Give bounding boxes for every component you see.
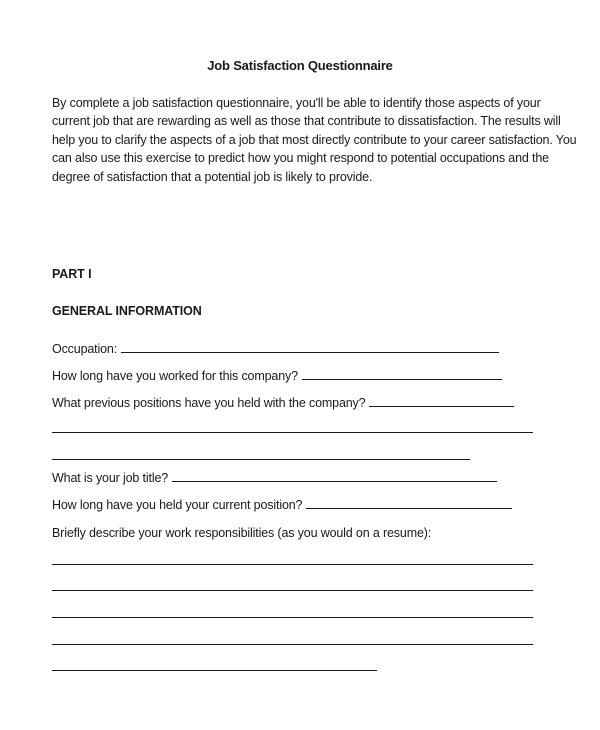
responsibilities-line-3[interactable]: [52, 617, 533, 618]
position-tenure-row: [52, 498, 512, 512]
responsibilities-line-1[interactable]: [52, 564, 533, 565]
previous-positions-row: [52, 396, 514, 410]
section-heading: GENERAL INFORMATION: [52, 304, 202, 318]
intro-line-5: degree of satisfaction that a potential job is likely to provide.: [52, 169, 373, 184]
previous-positions-line-1[interactable]: [52, 432, 533, 433]
previous-positions-label: What previous positions have you held with the company?: [52, 396, 366, 410]
job-title-row: [52, 471, 497, 485]
responsibilities-row: [52, 526, 431, 540]
company-tenure-row: [52, 369, 502, 383]
occupation-label: Occupation:: [52, 342, 118, 356]
previous-positions-line-2[interactable]: [52, 459, 470, 460]
company-tenure-label: How long have you worked for this company?: [52, 369, 298, 383]
responsibilities-line-5[interactable]: [52, 670, 377, 671]
part-heading: PART I: [52, 267, 92, 281]
company-tenure-blank[interactable]: [302, 369, 502, 380]
responsibilities-label: Briefly describe your work responsibilities (as you would on a resume):: [52, 526, 432, 540]
position-tenure-blank[interactable]: [306, 498, 512, 509]
intro-line-2: current job that are rewarding as well as those that contribute to dissatisfaction. The results will: [52, 114, 561, 129]
document-title: Job Satisfaction Questionnaire: [207, 58, 393, 73]
job-title-blank[interactable]: [172, 471, 497, 482]
intro-line-1: By complete a job satisfaction questionnaire, you'll be able to identify those aspects of your: [52, 96, 541, 110]
responsibilities-line-2[interactable]: [52, 590, 533, 591]
occupation-blank[interactable]: [121, 342, 499, 353]
position-tenure-label: How long have you held your current position?: [52, 498, 303, 512]
occupation-row: [52, 342, 499, 356]
intro-line-3: help you to clarify the aspects of a job that most directly contribute to your career satisfaction. You: [52, 132, 577, 147]
responsibilities-line-4[interactable]: [52, 644, 533, 645]
previous-positions-blank[interactable]: [369, 396, 514, 407]
intro-line-4: can also use this exercise to predict how you might respond to potential occupations and the: [52, 151, 549, 166]
intro-paragraph: [52, 94, 577, 186]
job-title-label: What is your job title?: [52, 471, 169, 485]
